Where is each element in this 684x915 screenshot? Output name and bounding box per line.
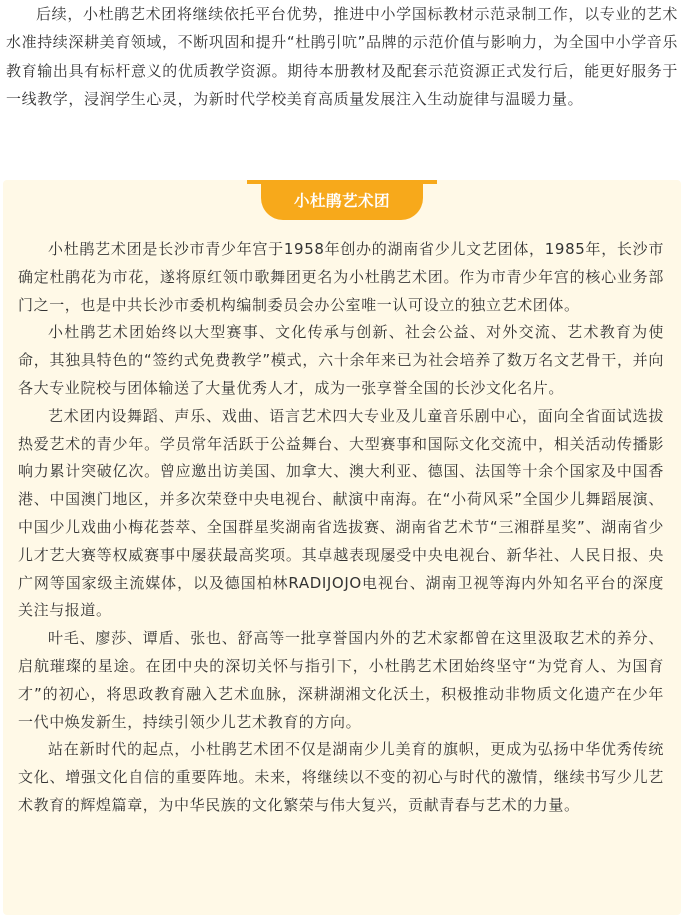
section-title-badge xyxy=(247,180,437,222)
body-paragraph: 艺术团内设舞蹈、声乐、戏曲、语言艺术四大专业及儿童音乐剧中心，面向全省面试选拔热爱艺术的青少年。学员常年活跃于公益舞台、大型赛事和国际文化交流中，相关活动传播影响力累计突破亿次。曾应邀出访美国、加拿大、澳大利亚、德国、法国等十余个国家及中国香港、中国澳门地区，并多次荣登中央电视台、献演中南海。在“小荷风采”全国少儿舞蹈展演、中国少儿戏曲小梅花荟萃、全国群星奖湖南省选拔赛、湖南省艺术节“三湘群星奖”、湖南省少儿才艺大赛等权威赛事中屡获最高奖项。其卓越表现屡受中央电视台、新华社、人民日报、央广网等国家级主流媒体，以及德国柏林RADIJOJO电视台、湖南卫视等海内外知名平台的深度关注与报道。 xyxy=(18,406,664,620)
section-body xyxy=(18,236,664,820)
body-paragraph: 小杜鹃艺术团始终以大型赛事、文化传承与创新、社会公益、对外交流、艺术教育为使命，其独具特色的“签约式免费教学”模式，六十余年来已为社会培养了数万名文艺骨干，并向各大专业院校与团体输送了大量优秀人才，成为一张享誉全国的长沙文化名片。 xyxy=(18,323,664,397)
body-paragraph: 叶毛、廖莎、谭盾、张也、舒高等一批享誉国内外的艺术家都曾在这里汲取艺术的养分、启航璀璨的星途。在团中央的深切关怀与指引下，小杜鹃艺术团始终坚守“为党育人、为国育才”的初心，将思政教育融入艺术血脉，深耕湖湘文化沃土，积极推动非物质文化遗产在少年一代中焕发新生，持续引领少儿艺术教育的方向。 xyxy=(18,629,664,731)
body-paragraph: 站在新时代的起点，小杜鹃艺术团不仅是湖南少儿美育的旗帜，更成为弘扬中华优秀传统文化、增强文化自信的重要阵地。未来，将继续以不变的初心与时代的激情，继续书写少儿艺术教育的辉煌篇章，为中华民族的文化繁荣与伟大复兴，贡献青春与艺术的力量。 xyxy=(18,740,664,814)
intro-paragraph: 后续，小杜鹃艺术团将继续依托平台优势，推进中小学国标教材示范录制工作，以专业的艺术水准持续深耕美育领域，不断巩固和提升“杜鹃引吭”品牌的示范价值与影响力，为全国中小学音乐教育输出具有标杆意义的优质教学资源。期待本册教材及配套示范资源正式发行后，能更好服务于一线教学，浸润学生心灵，为新时代学校美育高质量发展注入生动旋律与温暖力量。 xyxy=(6,5,678,109)
section-title: 小杜鹃艺术团 xyxy=(293,192,390,210)
body-paragraph: 小杜鹃艺术团是长沙市青少年宫于1958年创办的湖南省少儿文艺团体，1985年，长沙市确定杜鹃花为市花，遂将原红领巾歌舞团更名为小杜鹃艺术团。作为市青少年宫的核心业务部门之一，也是中共长沙市委机构编制委员会办公室唯一认可设立的独立艺术团体。 xyxy=(18,240,664,314)
